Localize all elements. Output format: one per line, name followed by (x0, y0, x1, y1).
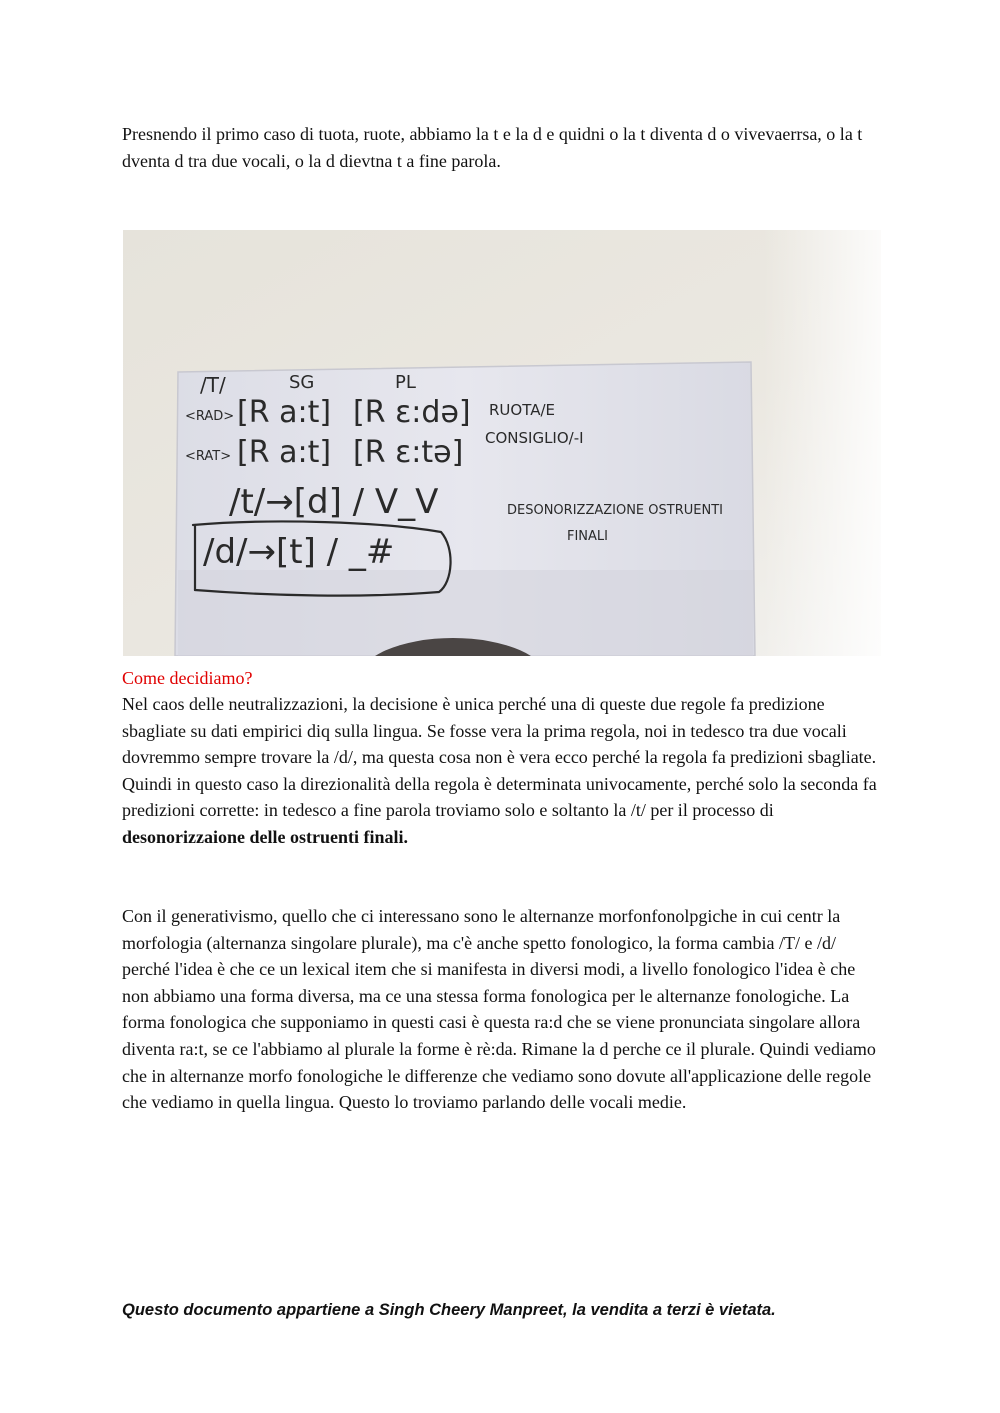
board-line-finali: FINALI (567, 529, 609, 544)
whiteboard-photo-drawing (123, 230, 881, 656)
board-line-desonorizzazione: DESONORIZZAZIONE OSTRUENTI (507, 503, 723, 518)
board-line-red-pl: [R ɛ:də] (353, 395, 471, 430)
section-heading: Come decidiamo? (122, 668, 253, 688)
board-line-ret-pl: [R ɛ:tə] (353, 435, 464, 470)
paragraph-decision-bold: desonorizzaione delle ostruenti finali. (122, 826, 408, 847)
board-line-rat: <RAT> (185, 449, 232, 464)
ownership-footer: Questo documento appartiene a Singh Cheery Manpreet, la vendita a terzi è vietata. (122, 1301, 776, 1319)
board-line-consiglio: CONSIGLIO/-I (485, 429, 584, 447)
paragraph-decision-text: Nel caos delle neutralizzazioni, la decisione è unica perché una di queste due regole fa predizione sbagliate su dati empirici diq sulla lingua. Se fosse vera la prima regola, noi in tedesco tra due vocali dovremmo sempre trovare la /d/, ma questa cosa non è vera ecco perché la regola fa predizioni sbagliate. Quindi in questo caso la direzionalità della regola è determinata univocamente, perché solo la seconda fa predizioni corrette: in tedesco a fine parola troviamo solo e soltanto la /t/ per il processo di (122, 694, 877, 821)
paragraph-generativism: Con il generativismo, quello che ci interessano sono le alternanze morfonfonolpgiche in cui centr la morfologia (alternanza singolare plurale), ma c'è anche spetto fonologico, la forma cambia /T/ e /d/ perché l'idea è che ce un lexical item che si manifesta in diversi modi, a livello fonologico l'idea è che non abbiamo una forma diversa, ma ce una stessa forma fonologica per le alternanze fonologiche. La forma fonologica che supponiamo in questi casi è questa ra:d che se viene pronunciata singolare allora diventa ra:t, se ce l'abbiamo al plurale la forme è rè:da. Rimane la d perche ce il plurale. Quindi vediamo che in alternanze morfo fonologiche le differenze che vediamo sono dovute all'applicazione delle regole che vediamo in quella lingua. Questo lo troviamo parlando delle vocali medie. (122, 906, 876, 1113)
window-light (763, 230, 881, 656)
board-line-rat-sg-2: [R a:t] (237, 435, 332, 470)
board-line-rad: <RAD> (185, 409, 235, 424)
intro-paragraph: Presnendo il primo caso di tuota, ruote, abbiamo la t e la d e quidni o la t diventa d o vivevaerrsa, o la t dventa d tra due vocali, o la d dievtna t a fine parola. (122, 124, 863, 171)
board-line-ruota: RUOTA/E (489, 401, 555, 419)
board-line-t: /T/ (200, 373, 226, 397)
paragraph-decision (122, 691, 877, 851)
board-rule-2: /d/→[t] / _# (203, 532, 395, 572)
board-rule-1: /t/→[d] / V_V (229, 482, 439, 522)
board-line-pl: PL (395, 372, 416, 393)
board-line-rat-sg: [R a:t] (237, 395, 332, 430)
board-line-sg: SG (289, 372, 315, 393)
whiteboard-photo (123, 230, 881, 656)
